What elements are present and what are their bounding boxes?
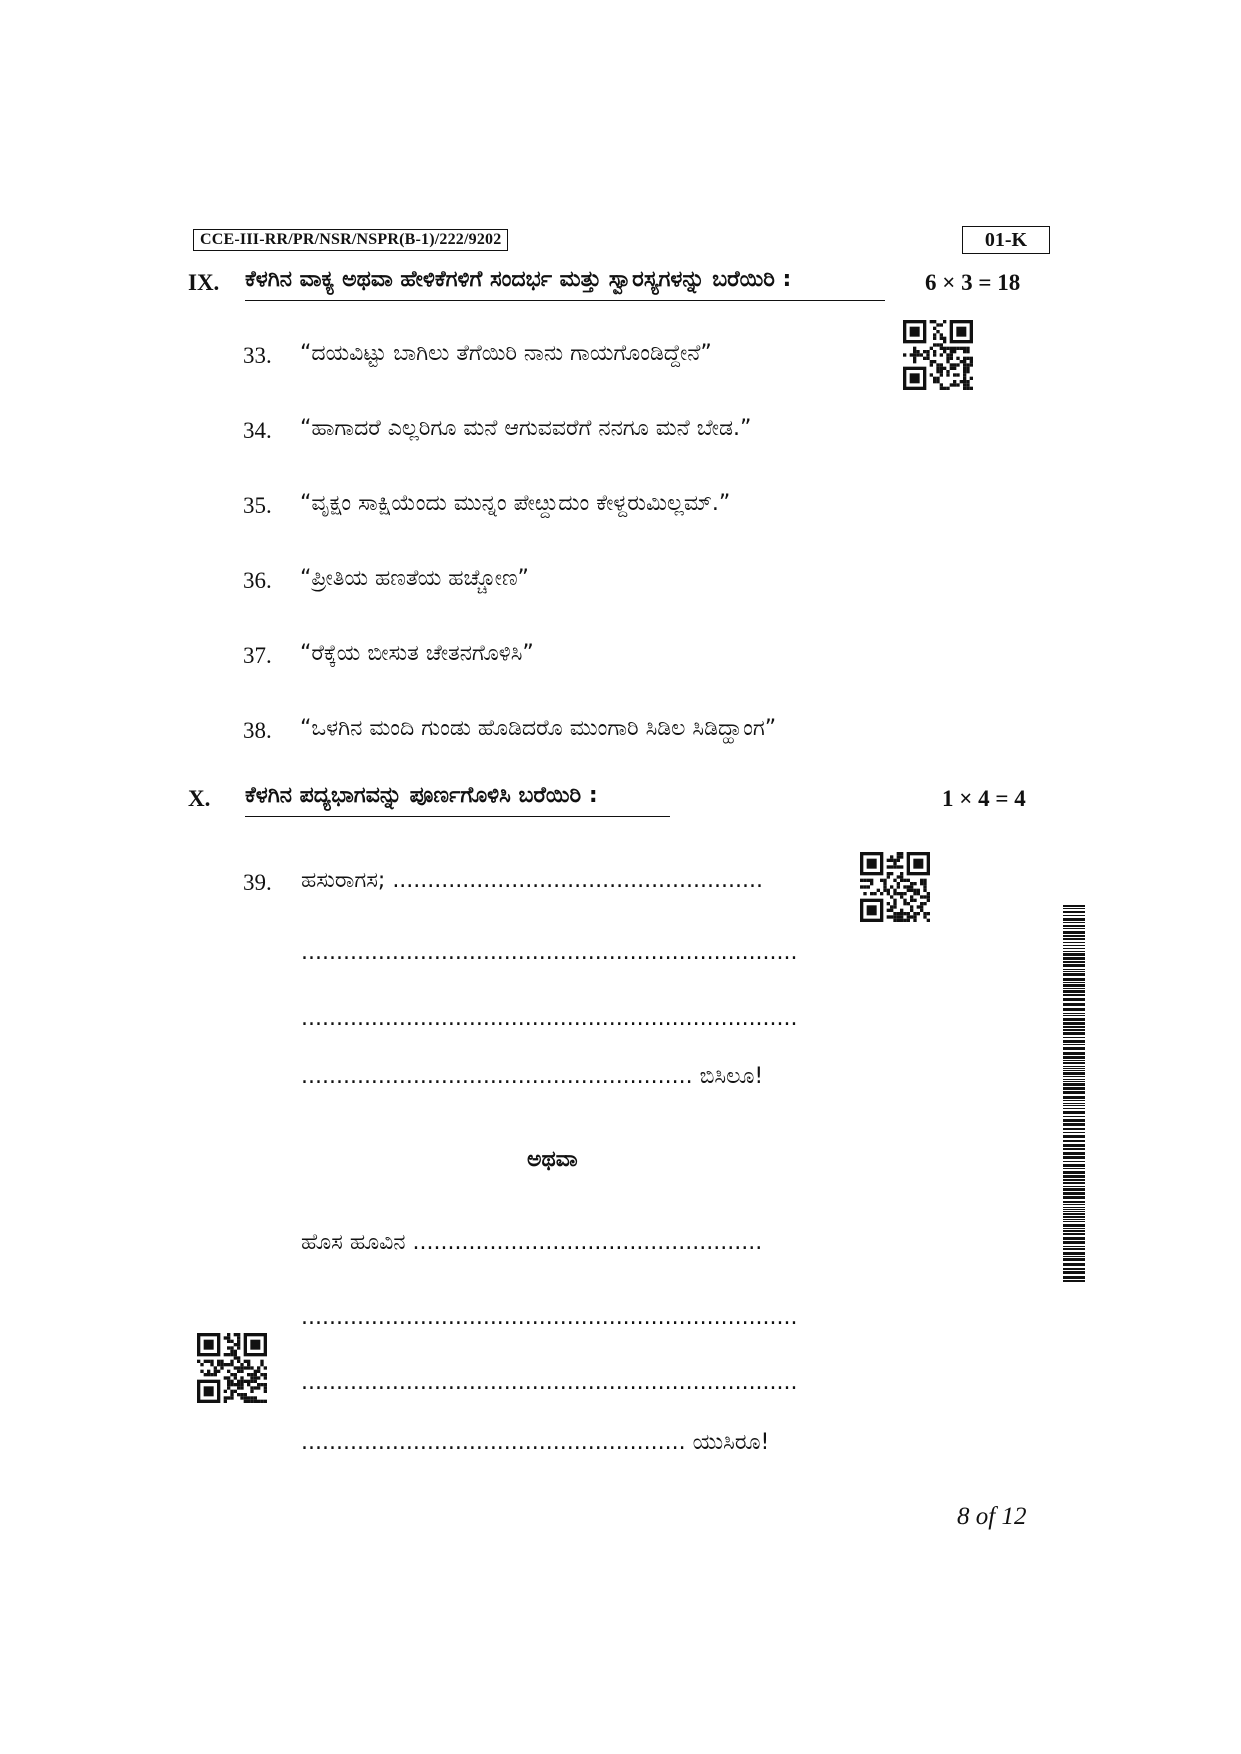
question-number: 37. [243, 643, 272, 668]
poem-line: ....................................................................... [301, 1006, 798, 1031]
section-ix-number: IX. [188, 270, 220, 295]
poem-line: ....................................................................... [301, 940, 798, 965]
poem-line: ....................................................... ಯುಸಿರೂ! [301, 1430, 770, 1455]
question-text: “ದಯವಿಟ್ಟು ಬಾಗಿಲು ತೆಗೆಯಿರಿ ನಾನು ಗಾಯಗೊಂಡಿದ್ದೇನೆ” [300, 341, 712, 366]
question-number: 34. [243, 418, 272, 443]
qr-code-icon [903, 320, 973, 390]
poem-line: ಹಸುರಾಗಸ; ..................................................... [301, 868, 763, 893]
paper-code: CCE-III-RR/PR/NSR/NSPR(B-1)/222/9202 [193, 229, 508, 251]
section-x-number: X. [188, 786, 211, 811]
question-text: “ಪ್ರೀತಿಯ ಹಣತೆಯ ಹಚ್ಚೋಣ” [300, 566, 529, 591]
question-number: 39. [243, 870, 272, 895]
section-ix-title: ಕೆಳಗಿನ ವಾಕ್ಯ ಅಥವಾ ಹೇಳಿಕೆಗಳಿಗೆ ಸಂದರ್ಭ ಮತ್ತು ಸ್ವಾರಸ್ಯಗಳನ್ನು ಬರೆಯಿರಿ : [245, 267, 885, 301]
page-number: 8 of 12 [957, 1503, 1027, 1530]
question-text: “ಒಳಗಿನ ಮಂದಿ ಗುಂಡು ಹೊಡಿದರೊ ಮುಂಗಾರಿ ಸಿಡಿಲ ಸಿಡಿದ್ಹಾಂಗ” [300, 716, 777, 741]
question-text: “ರೆಕ್ಕೆಯ ಬೀಸುತ ಚೇತನಗೊಳಿಸಿ” [300, 641, 534, 666]
qr-code-icon [860, 852, 930, 922]
section-x-title: ಕೆಳಗಿನ ಪದ್ಯಭಾಗವನ್ನು ಪೂರ್ಣಗೊಳಿಸಿ ಬರೆಯಿರಿ : [245, 783, 670, 817]
set-code: 01-K [962, 226, 1050, 254]
poem-line: ಹೊಸ ಹೂವಿನ .................................................. [301, 1230, 763, 1255]
barcode-icon [1063, 905, 1085, 1283]
or-label: ಅಥವಾ [527, 1147, 578, 1172]
question-number: 35. [243, 493, 272, 518]
section-ix-marks: 6 × 3 = 18 [925, 270, 1021, 295]
poem-line: ....................................................................... [301, 1305, 798, 1330]
qr-code-icon [197, 1333, 267, 1403]
poem-line: ....................................................................... [301, 1370, 798, 1395]
poem-line: ........................................................ ಬಿಸಿಲೂ! [301, 1064, 764, 1089]
question-number: 36. [243, 568, 272, 593]
section-x-marks: 1 × 4 = 4 [942, 786, 1026, 811]
question-text: “ಹಾಗಾದರೆ ಎಲ್ಲರಿಗೂ ಮನೆ ಆಗುವವರೆಗೆ ನನಗೂ ಮನೆ ಬೇಡ.” [300, 416, 752, 441]
question-text: “ವೃಕ್ಷಂ ಸಾಕ್ಷಿಯೆಂದು ಮುನ್ನಂ ಪೇೞ್ದುದುಂ ಕೇಳ್ದರುಮಿಲ್ಲಮ್.” [300, 491, 731, 516]
question-number: 33. [243, 343, 272, 368]
question-number: 38. [243, 718, 272, 743]
